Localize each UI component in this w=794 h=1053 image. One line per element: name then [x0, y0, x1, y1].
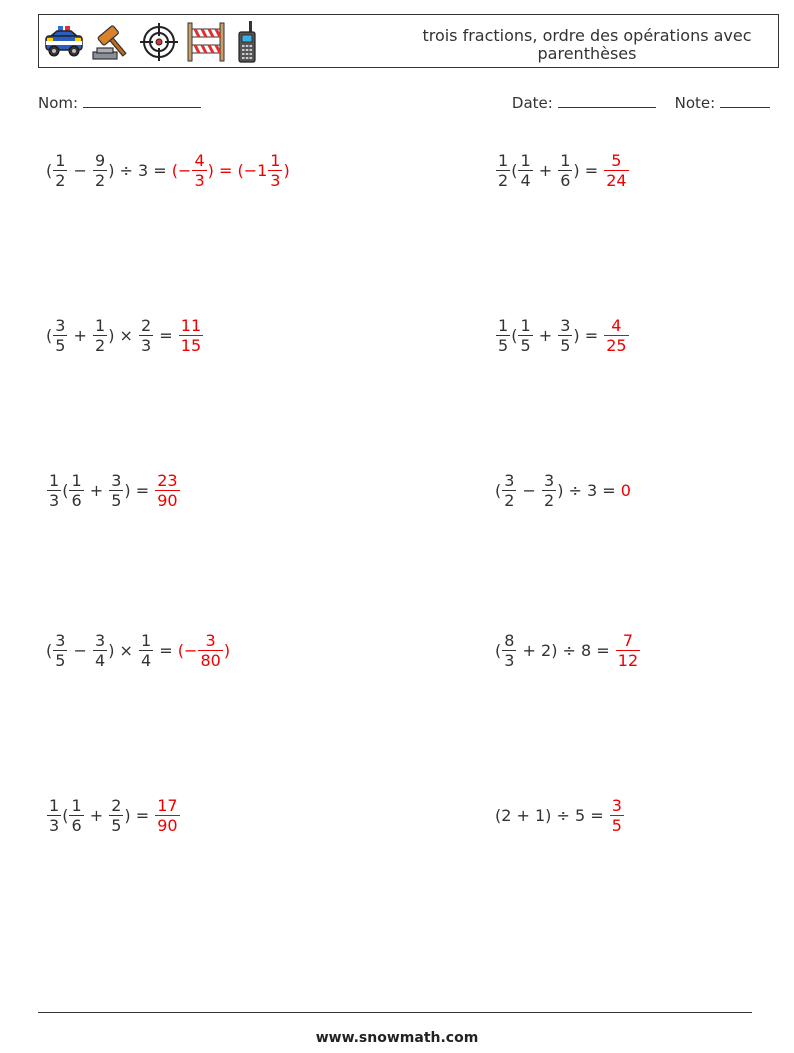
problem-expression: ( $\frac{1}{2}$ − $\frac{9}{2}$ ) ÷ 3 =	[46, 150, 172, 190]
note-blank[interactable]	[720, 94, 770, 108]
problem-4	[495, 305, 630, 365]
problem-9	[46, 785, 181, 845]
fraction: $\frac{1}{2}$	[55, 150, 66, 190]
problem-3	[46, 305, 204, 365]
fraction: $\frac{1}{6}$	[71, 795, 82, 835]
worksheet-title: trois fractions, ordre des opérations avec parenthèses	[422, 26, 752, 63]
problem-1	[46, 140, 290, 200]
walkie-talkie-icon	[233, 20, 263, 64]
problem-expression: $\frac{1}{3}$ ( $\frac{1}{6}$ + $\frac{3}{5}$ ) =	[49, 470, 155, 510]
fraction: $\frac{4}{25}$	[606, 315, 627, 355]
problem-answer: (− $\frac{3}{80}$ )	[177, 630, 231, 670]
date-label: Date:	[511, 94, 553, 112]
fraction: $\frac{3}{2}$	[544, 470, 555, 510]
problem-10	[495, 785, 625, 845]
fraction: $\frac{1}{3}$	[270, 150, 281, 190]
problem-expression: (2 + 1) ÷ 5 =	[495, 805, 609, 825]
fraction: $\frac{2}{5}$	[111, 795, 122, 835]
date-blank[interactable]	[558, 94, 656, 108]
name-blank[interactable]	[83, 94, 201, 108]
problem-2	[495, 140, 630, 200]
crosshair-icon	[139, 22, 179, 62]
fraction: $\frac{1}{6}$	[560, 150, 571, 190]
note-label: Note:	[674, 94, 716, 112]
name-field	[38, 94, 201, 112]
police-car-icon	[43, 22, 85, 62]
fraction: $\frac{3}{5}$	[55, 630, 66, 670]
problem-answer	[154, 796, 180, 835]
problem-expression: ( $\frac{3}{5}$ − $\frac{3}{4}$ ) × $\frac{1}{4}$ =	[46, 630, 178, 670]
fraction: $\frac{3}{5}$	[111, 470, 122, 510]
footer-website: www.snowmath.com	[315, 1030, 479, 1046]
fraction: $\frac{5}{24}$	[606, 150, 627, 190]
fraction: $\frac{3}{5}$	[55, 315, 66, 355]
name-label: Nom:	[38, 94, 79, 112]
problem-answer: (− $\frac{4}{3}$ ) = (−1 $\frac{1}{3}$ )	[171, 150, 290, 190]
problem-answer	[603, 151, 629, 190]
fraction: $\frac{1}{2}$	[95, 315, 106, 355]
problem-answer: 0	[620, 480, 631, 500]
fraction: $\frac{1}{6}$	[71, 470, 82, 510]
problem-expression: ( $\frac{3}{5}$ + $\frac{1}{2}$ ) × $\frac{2}{3}$ =	[46, 315, 178, 355]
fraction: $\frac{1}{5}$	[520, 315, 531, 355]
barrier-icon	[185, 21, 227, 63]
fraction: $\frac{1}{3}$	[49, 795, 60, 835]
problem-expression: ( $\frac{3}{2}$ − $\frac{3}{2}$ ) ÷ 3 =	[495, 470, 621, 510]
fraction: $\frac{3}{4}$	[95, 630, 106, 670]
problem-answer	[178, 316, 204, 355]
fraction: $\frac{3}{5}$	[560, 315, 571, 355]
fraction: $\frac{7}{12}$	[617, 630, 639, 670]
fraction: $\frac{23}{90}$	[157, 470, 178, 510]
fraction: $\frac{4}{3}$	[194, 150, 205, 190]
gavel-icon	[91, 22, 133, 62]
problem-answer	[609, 796, 625, 835]
fraction: $\frac{11}{15}$	[180, 315, 202, 355]
problem-answer	[615, 631, 641, 670]
problem-expression: ( $\frac{8}{3}$ + 2) ÷ 8 =	[495, 630, 615, 670]
problem-expression: $\frac{1}{5}$ ( $\frac{1}{5}$ + $\frac{3}{5}$ ) =	[498, 315, 604, 355]
problem-answer	[603, 316, 629, 355]
problem-6	[495, 460, 631, 520]
fraction: $\frac{1}{4}$	[141, 630, 152, 670]
fraction: $\frac{3}{80}$	[200, 630, 221, 670]
problem-5	[46, 460, 181, 520]
fraction: $\frac{1}{4}$	[520, 150, 531, 190]
fraction: $\frac{1}{3}$	[49, 470, 60, 510]
worksheet-header	[38, 14, 779, 68]
footer-divider	[38, 1012, 752, 1013]
fraction: $\frac{9}{2}$	[95, 150, 106, 190]
fraction: $\frac{3}{5}$	[611, 795, 622, 835]
problem-7	[46, 620, 230, 680]
fraction: $\frac{17}{90}$	[157, 795, 178, 835]
fraction: $\frac{1}{2}$	[498, 150, 509, 190]
problem-expression: $\frac{1}{3}$ ( $\frac{1}{6}$ + $\frac{2}{5}$ ) =	[49, 795, 155, 835]
problem-expression: $\frac{1}{2}$ ( $\frac{1}{4}$ + $\frac{1}{6}$ ) =	[498, 150, 604, 190]
header-icons	[43, 19, 263, 65]
fraction: $\frac{2}{3}$	[141, 315, 152, 355]
problem-answer	[154, 471, 180, 510]
fraction: $\frac{3}{2}$	[504, 470, 515, 510]
date-note-fields	[512, 94, 770, 112]
fraction: $\frac{8}{3}$	[504, 630, 515, 670]
fraction: $\frac{1}{5}$	[498, 315, 509, 355]
problem-8	[495, 620, 641, 680]
